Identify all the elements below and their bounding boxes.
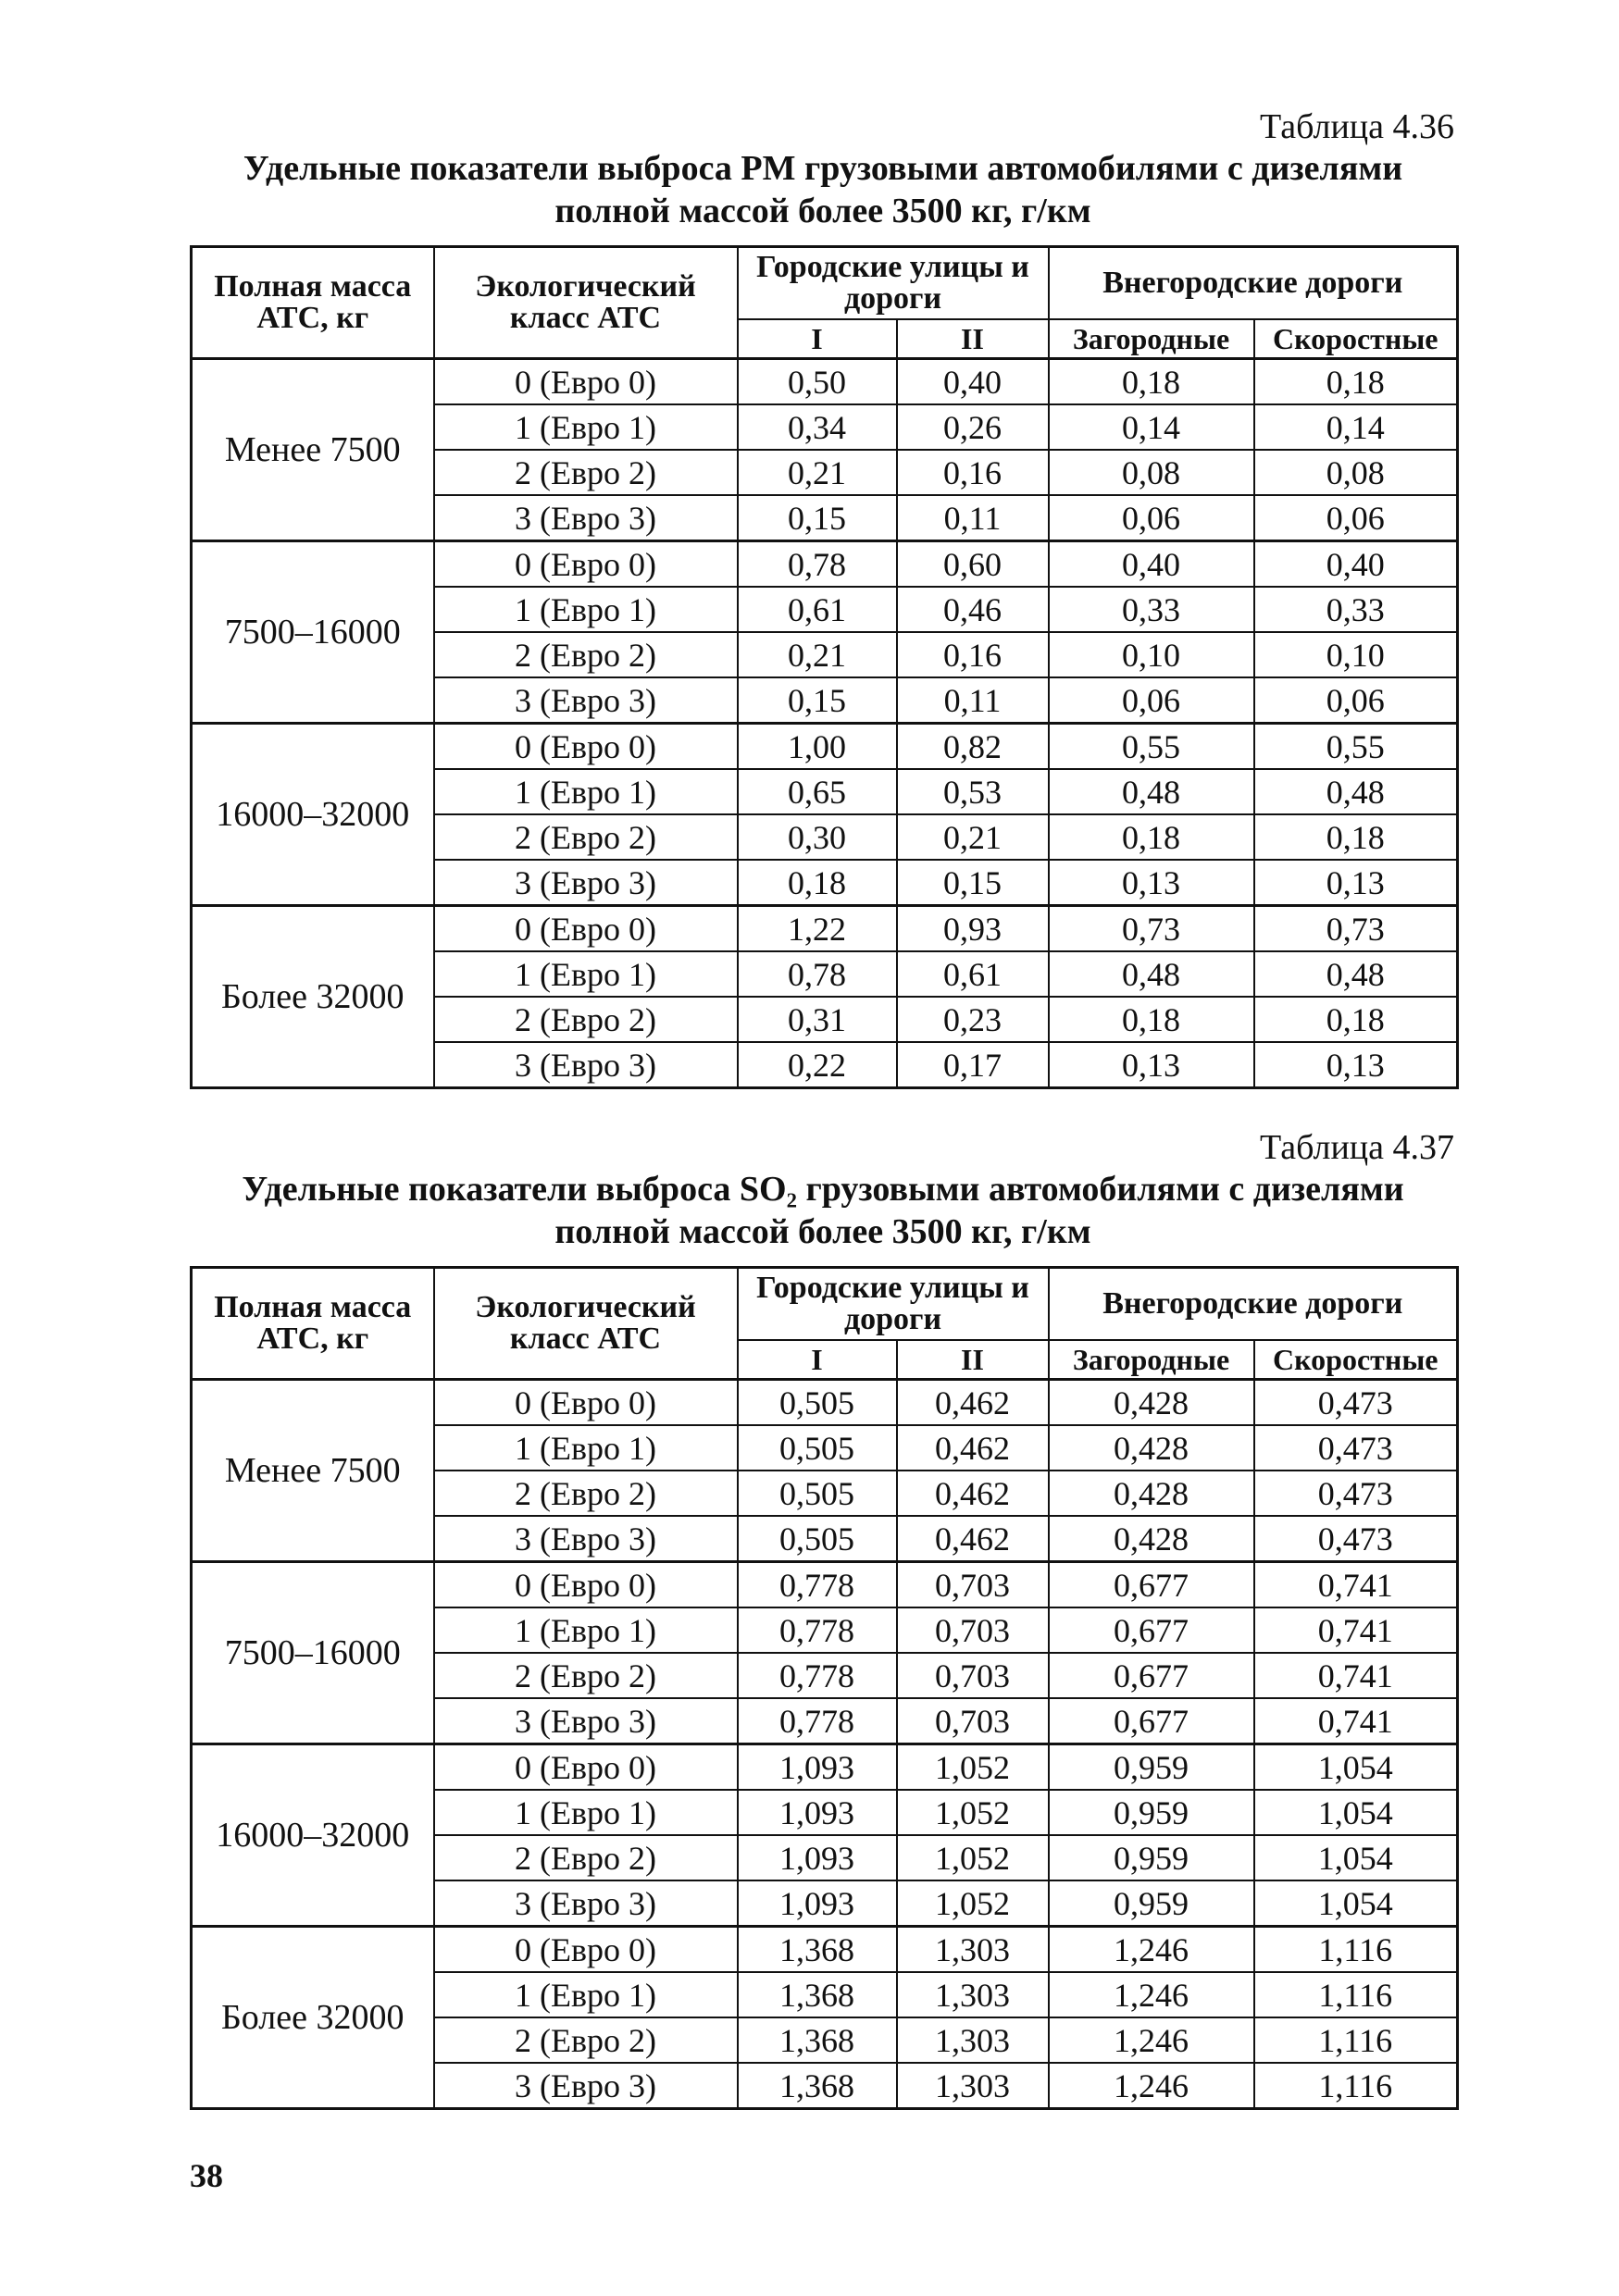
mass-group	[192, 1380, 1458, 1562]
suburban-cell: 0,13	[1049, 860, 1254, 906]
suburban-cell: 0,18	[1049, 359, 1254, 405]
highway-cell: 0,741	[1254, 1562, 1458, 1608]
city-ii-cell: 0,703	[897, 1653, 1049, 1698]
highway-cell: 0,06	[1254, 495, 1458, 541]
suburban-cell: 0,06	[1049, 495, 1254, 541]
highway-cell: 0,13	[1254, 1042, 1458, 1088]
city-i-cell: 0,15	[738, 495, 897, 541]
highway-cell: 0,73	[1254, 906, 1458, 952]
city-ii-cell: 0,26	[897, 404, 1049, 450]
table-caption	[190, 147, 1456, 232]
city-ii-cell: 1,052	[897, 1835, 1049, 1880]
city-i-cell: 0,18	[738, 860, 897, 906]
table-row	[192, 359, 1458, 405]
suburban-cell: 0,55	[1049, 724, 1254, 770]
city-i-cell: 0,778	[738, 1607, 897, 1653]
city-ii-cell: 1,303	[897, 1972, 1049, 2017]
city-i-cell: 0,31	[738, 997, 897, 1042]
suburban-cell: 0,677	[1049, 1653, 1254, 1698]
highway-cell: 0,14	[1254, 404, 1458, 450]
header-city: Городские улицы и дороги	[738, 1268, 1049, 1341]
suburban-cell: 0,08	[1049, 450, 1254, 495]
city-ii-cell: 0,16	[897, 450, 1049, 495]
highway-cell: 0,473	[1254, 1380, 1458, 1426]
emissions-table	[190, 245, 1459, 1089]
city-ii-cell: 0,462	[897, 1516, 1049, 1562]
suburban-cell: 0,959	[1049, 1744, 1254, 1791]
highway-cell: 1,054	[1254, 1790, 1458, 1835]
eco-class-cell: 0 (Евро 0)	[434, 541, 738, 588]
mass-group	[192, 1562, 1458, 1744]
suburban-cell: 0,677	[1049, 1698, 1254, 1744]
city-i-cell: 1,00	[738, 724, 897, 770]
highway-cell: 1,054	[1254, 1744, 1458, 1791]
highway-cell: 0,55	[1254, 724, 1458, 770]
table-row	[192, 541, 1458, 588]
header-city: Городские улицы и дороги	[738, 247, 1049, 320]
mass-cell: Более 32000	[192, 1927, 434, 2109]
highway-cell: 0,08	[1254, 450, 1458, 495]
eco-class-cell: 1 (Евро 1)	[434, 587, 738, 632]
city-ii-cell: 1,052	[897, 1880, 1049, 1927]
suburban-cell: 0,677	[1049, 1562, 1254, 1608]
eco-class-cell: 2 (Евро 2)	[434, 632, 738, 677]
eco-class-cell: 1 (Евро 1)	[434, 951, 738, 997]
eco-class-cell: 1 (Евро 1)	[434, 1790, 738, 1835]
eco-class-cell: 3 (Евро 3)	[434, 495, 738, 541]
header-suburban: Загородные	[1049, 1340, 1254, 1380]
suburban-cell: 0,677	[1049, 1607, 1254, 1653]
table-row	[192, 724, 1458, 770]
city-ii-cell: 0,53	[897, 769, 1049, 814]
table-block-1	[190, 106, 1456, 1089]
mass-group	[192, 906, 1458, 1088]
table-row	[192, 1380, 1458, 1426]
city-i-cell: 1,368	[738, 1927, 897, 1973]
header-outside: Внегородские дороги	[1049, 1268, 1458, 1341]
city-ii-cell: 0,462	[897, 1425, 1049, 1471]
city-ii-cell: 0,23	[897, 997, 1049, 1042]
highway-cell: 1,116	[1254, 1927, 1458, 1973]
eco-class-cell: 1 (Евро 1)	[434, 1972, 738, 2017]
table-caption	[190, 1168, 1456, 1253]
table-number: Таблица 4.37	[1259, 1128, 1454, 1167]
city-i-cell: 1,093	[738, 1880, 897, 1927]
header-city-i: I	[738, 1340, 897, 1380]
city-i-cell: 0,50	[738, 359, 897, 405]
city-i-cell: 0,30	[738, 814, 897, 860]
city-i-cell: 0,505	[738, 1425, 897, 1471]
city-ii-cell: 0,93	[897, 906, 1049, 952]
city-i-cell: 0,505	[738, 1380, 897, 1426]
city-i-cell: 0,61	[738, 587, 897, 632]
highway-cell: 1,116	[1254, 2063, 1458, 2109]
caption-line: Удельные показатели выброса PM грузовыми автомобилями с дизелями	[243, 149, 1403, 188]
highway-cell: 0,10	[1254, 632, 1458, 677]
mass-cell: 16000–32000	[192, 1744, 434, 1927]
city-i-cell: 0,21	[738, 450, 897, 495]
highway-cell: 0,18	[1254, 997, 1458, 1042]
suburban-cell: 0,428	[1049, 1471, 1254, 1516]
eco-class-cell: 2 (Евро 2)	[434, 1653, 738, 1698]
table-number: Таблица 4.36	[1259, 107, 1454, 146]
eco-class-cell: 2 (Евро 2)	[434, 1835, 738, 1880]
eco-class-cell: 3 (Евро 3)	[434, 1880, 738, 1927]
city-ii-cell: 0,17	[897, 1042, 1049, 1088]
suburban-cell: 0,959	[1049, 1790, 1254, 1835]
emissions-table	[190, 1266, 1459, 2110]
suburban-cell: 0,18	[1049, 814, 1254, 860]
suburban-cell: 0,40	[1049, 541, 1254, 588]
eco-class-cell: 0 (Евро 0)	[434, 359, 738, 405]
eco-class-cell: 3 (Евро 3)	[434, 860, 738, 906]
city-i-cell: 0,778	[738, 1562, 897, 1608]
page-number: 38	[190, 2157, 223, 2194]
header-city-ii: II	[897, 319, 1049, 359]
city-i-cell: 1,093	[738, 1744, 897, 1791]
city-ii-cell: 0,61	[897, 951, 1049, 997]
highway-cell: 0,741	[1254, 1698, 1458, 1744]
suburban-cell: 0,33	[1049, 587, 1254, 632]
suburban-cell: 0,428	[1049, 1425, 1254, 1471]
city-i-cell: 0,778	[738, 1653, 897, 1698]
suburban-cell: 1,246	[1049, 1927, 1254, 1973]
city-ii-cell: 0,16	[897, 632, 1049, 677]
header-highway: Скоростные	[1254, 1340, 1458, 1380]
table-block-2	[190, 1127, 1456, 2110]
city-ii-cell: 0,21	[897, 814, 1049, 860]
suburban-cell: 0,959	[1049, 1880, 1254, 1927]
highway-cell: 0,741	[1254, 1653, 1458, 1698]
city-i-cell: 0,22	[738, 1042, 897, 1088]
eco-class-cell: 0 (Евро 0)	[434, 1562, 738, 1608]
suburban-cell: 1,246	[1049, 2063, 1254, 2109]
city-ii-cell: 0,703	[897, 1698, 1049, 1744]
mass-group	[192, 724, 1458, 906]
city-i-cell: 0,21	[738, 632, 897, 677]
eco-class-cell: 0 (Евро 0)	[434, 1744, 738, 1791]
mass-cell: Менее 7500	[192, 359, 434, 541]
suburban-cell: 0,959	[1049, 1835, 1254, 1880]
table-row	[192, 1927, 1458, 1973]
mass-cell: 7500–16000	[192, 1562, 434, 1744]
mass-group	[192, 541, 1458, 724]
city-i-cell: 1,368	[738, 1972, 897, 2017]
eco-class-cell: 0 (Евро 0)	[434, 724, 738, 770]
header-eco-class: Экологический класс АТС	[434, 247, 738, 359]
mass-cell: 7500–16000	[192, 541, 434, 724]
eco-class-cell: 3 (Евро 3)	[434, 1042, 738, 1088]
city-ii-cell: 0,82	[897, 724, 1049, 770]
table-row	[192, 1562, 1458, 1608]
highway-cell: 0,06	[1254, 677, 1458, 724]
caption-line: полной массой более 3500 кг, г/км	[554, 1212, 1091, 1251]
mass-group	[192, 359, 1458, 541]
city-ii-cell: 0,11	[897, 677, 1049, 724]
eco-class-cell: 1 (Евро 1)	[434, 1425, 738, 1471]
eco-class-cell: 1 (Евро 1)	[434, 404, 738, 450]
eco-class-cell: 0 (Евро 0)	[434, 906, 738, 952]
city-ii-cell: 1,303	[897, 2063, 1049, 2109]
highway-cell: 0,18	[1254, 814, 1458, 860]
city-ii-cell: 0,703	[897, 1607, 1049, 1653]
table-row	[192, 1744, 1458, 1791]
header-mass: Полная масса АТС, кг	[192, 247, 434, 359]
city-i-cell: 0,65	[738, 769, 897, 814]
suburban-cell: 0,06	[1049, 677, 1254, 724]
eco-class-cell: 3 (Евро 3)	[434, 1516, 738, 1562]
eco-class-cell: 2 (Евро 2)	[434, 997, 738, 1042]
caption-line: полной массой более 3500 кг, г/км	[554, 192, 1091, 230]
city-ii-cell: 0,40	[897, 359, 1049, 405]
eco-class-cell: 2 (Евро 2)	[434, 814, 738, 860]
city-i-cell: 1,22	[738, 906, 897, 952]
city-i-cell: 0,778	[738, 1698, 897, 1744]
city-ii-cell: 0,462	[897, 1471, 1049, 1516]
suburban-cell: 0,48	[1049, 951, 1254, 997]
caption-line: Удельные показатели выброса SO₂ грузовыми автомобилями с дизелями	[242, 1170, 1404, 1209]
eco-class-cell: 2 (Евро 2)	[434, 1471, 738, 1516]
eco-class-cell: 3 (Евро 3)	[434, 677, 738, 724]
header-mass: Полная масса АТС, кг	[192, 1268, 434, 1380]
highway-cell: 0,40	[1254, 541, 1458, 588]
highway-cell: 1,116	[1254, 2017, 1458, 2063]
city-i-cell: 0,505	[738, 1516, 897, 1562]
mass-cell: 16000–32000	[192, 724, 434, 906]
eco-class-cell: 1 (Евро 1)	[434, 1607, 738, 1653]
highway-cell: 0,473	[1254, 1425, 1458, 1471]
city-ii-cell: 0,60	[897, 541, 1049, 588]
highway-cell: 0,473	[1254, 1516, 1458, 1562]
city-i-cell: 1,093	[738, 1790, 897, 1835]
eco-class-cell: 2 (Евро 2)	[434, 2017, 738, 2063]
suburban-cell: 0,48	[1049, 769, 1254, 814]
highway-cell: 0,33	[1254, 587, 1458, 632]
mass-cell: Менее 7500	[192, 1380, 434, 1562]
mass-cell: Более 32000	[192, 906, 434, 1088]
city-ii-cell: 1,303	[897, 1927, 1049, 1973]
highway-cell: 1,116	[1254, 1972, 1458, 2017]
header-city-i: I	[738, 319, 897, 359]
suburban-cell: 0,428	[1049, 1380, 1254, 1426]
city-i-cell: 1,368	[738, 2063, 897, 2109]
highway-cell: 0,48	[1254, 769, 1458, 814]
suburban-cell: 0,73	[1049, 906, 1254, 952]
highway-cell: 1,054	[1254, 1880, 1458, 1927]
eco-class-cell: 3 (Евро 3)	[434, 2063, 738, 2109]
suburban-cell: 1,246	[1049, 1972, 1254, 2017]
city-i-cell: 0,34	[738, 404, 897, 450]
mass-group	[192, 1927, 1458, 2109]
city-i-cell: 1,368	[738, 2017, 897, 2063]
header-eco-class: Экологический класс АТС	[434, 1268, 738, 1380]
suburban-cell: 1,246	[1049, 2017, 1254, 2063]
suburban-cell: 0,18	[1049, 997, 1254, 1042]
highway-cell: 0,741	[1254, 1607, 1458, 1653]
header-highway: Скоростные	[1254, 319, 1458, 359]
city-ii-cell: 0,15	[897, 860, 1049, 906]
suburban-cell: 0,428	[1049, 1516, 1254, 1562]
header-suburban: Загородные	[1049, 319, 1254, 359]
suburban-cell: 0,13	[1049, 1042, 1254, 1088]
city-ii-cell: 0,46	[897, 587, 1049, 632]
highway-cell: 0,48	[1254, 951, 1458, 997]
header-city-ii: II	[897, 1340, 1049, 1380]
city-i-cell: 0,78	[738, 951, 897, 997]
city-ii-cell: 0,462	[897, 1380, 1049, 1426]
city-ii-cell: 1,052	[897, 1744, 1049, 1791]
city-ii-cell: 0,703	[897, 1562, 1049, 1608]
highway-cell: 0,13	[1254, 860, 1458, 906]
city-i-cell: 0,15	[738, 677, 897, 724]
city-ii-cell: 1,052	[897, 1790, 1049, 1835]
mass-group	[192, 1744, 1458, 1927]
suburban-cell: 0,14	[1049, 404, 1254, 450]
city-i-cell: 1,093	[738, 1835, 897, 1880]
table-row	[192, 906, 1458, 952]
eco-class-cell: 3 (Евро 3)	[434, 1698, 738, 1744]
eco-class-cell: 0 (Евро 0)	[434, 1380, 738, 1426]
city-i-cell: 0,78	[738, 541, 897, 588]
city-i-cell: 0,505	[738, 1471, 897, 1516]
suburban-cell: 0,10	[1049, 632, 1254, 677]
eco-class-cell: 1 (Евро 1)	[434, 769, 738, 814]
highway-cell: 0,18	[1254, 359, 1458, 405]
city-ii-cell: 1,303	[897, 2017, 1049, 2063]
eco-class-cell: 0 (Евро 0)	[434, 1927, 738, 1973]
highway-cell: 0,473	[1254, 1471, 1458, 1516]
city-ii-cell: 0,11	[897, 495, 1049, 541]
header-outside: Внегородские дороги	[1049, 247, 1458, 320]
highway-cell: 1,054	[1254, 1835, 1458, 1880]
eco-class-cell: 2 (Евро 2)	[434, 450, 738, 495]
